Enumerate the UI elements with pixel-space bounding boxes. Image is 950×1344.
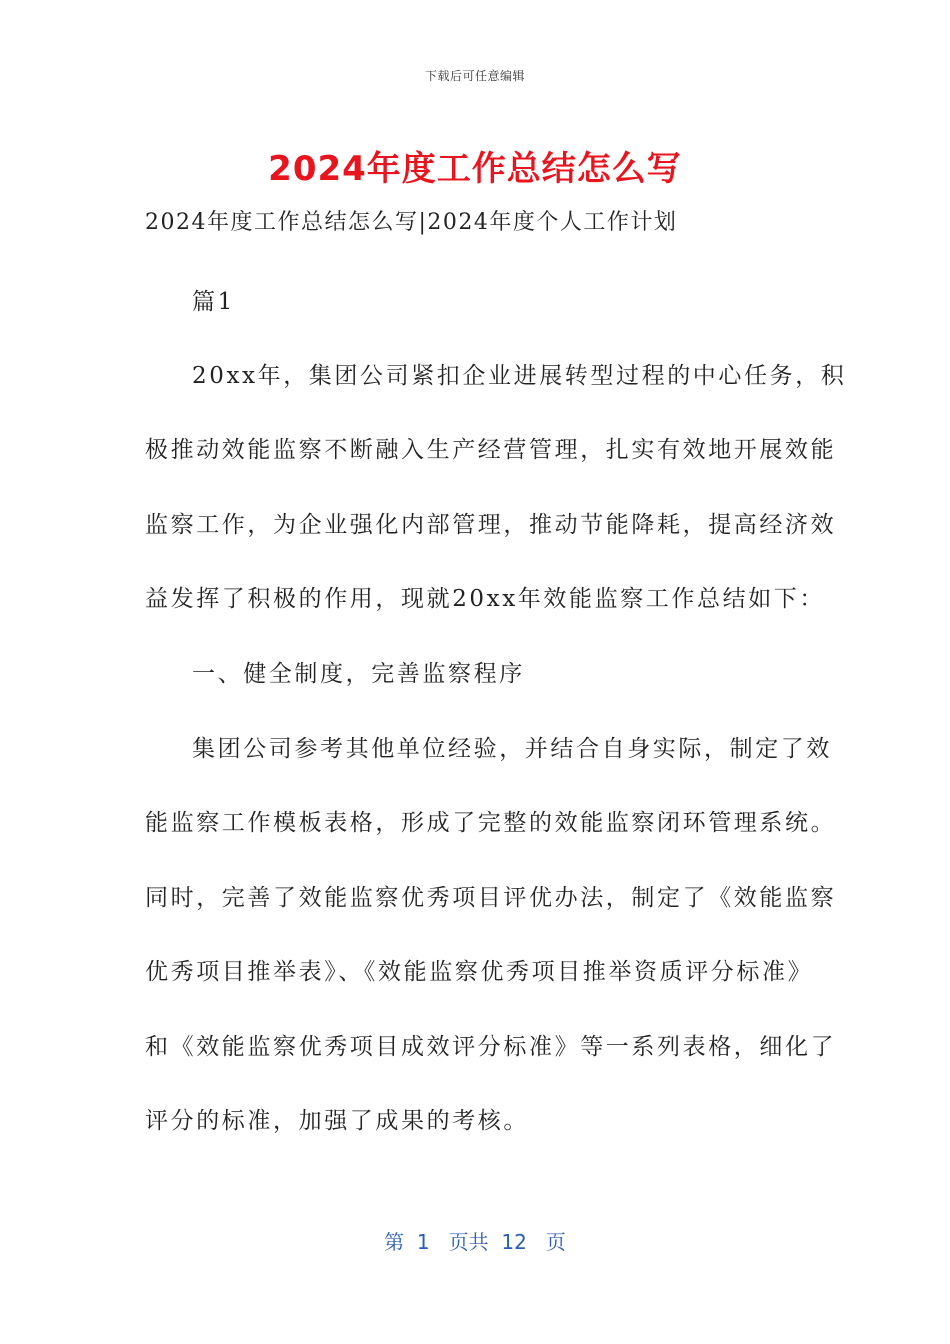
paragraph-line: 能监察工作模板表格，形成了完整的效能监察闭环管理系统。	[145, 810, 837, 836]
paragraph-line: 优秀项目推举表》、《效能监察优秀项目推举资质评分标准》	[145, 959, 814, 985]
section-heading-part-1: 篇1	[192, 289, 235, 315]
paragraph-line: 和《效能监察优秀项目成效评分标准》等一系列表格，细化了	[145, 1034, 837, 1060]
header-note: 下载后可任意编辑	[424, 69, 525, 83]
paragraph-line: 同时，完善了效能监察优秀项目评优办法，制定了《效能监察	[145, 885, 837, 911]
paragraph-line: 集团公司参考其他单位经验，并结合自身实际，制定了效	[192, 736, 832, 762]
paragraph-line: 极推动效能监察不断融入生产经营管理，扎实有效地开展效能	[145, 437, 837, 463]
section-heading: 一、健全制度，完善监察程序	[192, 661, 525, 687]
paragraph-line: 益发挥了积极的作用，现就20xx年效能监察工作总结如下：	[145, 586, 826, 612]
paragraph-line: 监察工作，为企业强化内部管理，推动节能降耗，提高经济效	[145, 512, 837, 538]
page-number-footer: 第 1 页共 12 页	[384, 1230, 566, 1254]
document-title: 2024年度工作总结怎么写	[268, 149, 682, 189]
document-subtitle: 2024年度工作总结怎么写|2024年度个人工作计划	[145, 210, 678, 235]
paragraph-line: 评分的标准，加强了成果的考核。	[145, 1108, 529, 1134]
paragraph-line: 20xx年，集团公司紧扣企业进展转型过程的中心任务，积	[192, 363, 847, 389]
